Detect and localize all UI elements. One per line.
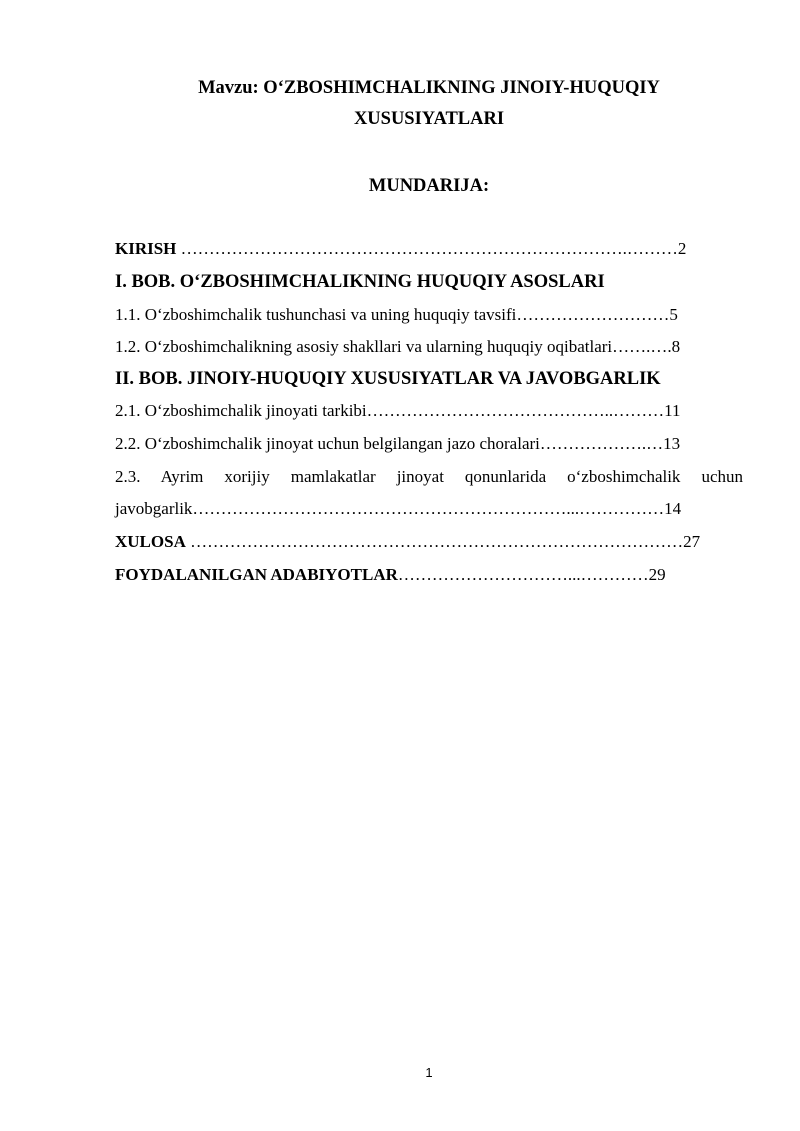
- toc-entry-1-2: [115, 334, 680, 360]
- toc-entry-title: XULOSA: [115, 532, 186, 551]
- toc-leader-dots: ……………….…: [539, 434, 664, 453]
- toc-entry-title: II. BOB. JINOIY-HUQUQIY XUSUSIYATLAR VA JAVOBGARLIK: [115, 369, 661, 389]
- toc-entry-title: javobgarlik: [115, 499, 193, 518]
- toc-page-number: 14: [664, 499, 682, 518]
- toc-entry-title: 2.1. O‘zboshimchalik jinoyati tarkibi: [115, 401, 367, 420]
- toc-leader-dots: …….….: [612, 337, 672, 356]
- toc-entry-title: I. BOB. O‘ZBOSHIMCHALIKNING HUQUQIY ASOSLARI: [115, 272, 605, 292]
- toc-heading: MUNDARIJA:: [368, 176, 490, 196]
- toc-entry-2-1: [115, 398, 681, 424]
- toc-entry-title: FOYDALANILGAN ADABIYOTLAR: [115, 565, 398, 584]
- toc-entry-kirish: [115, 236, 686, 262]
- toc-page-number: 8: [671, 337, 681, 356]
- toc-leader-dots: …………………………………………………………...……………: [192, 499, 665, 518]
- toc-entry-1-1: [115, 302, 678, 328]
- document-title-line-1: Mavzu: O‘ZBOSHIMCHALIKNING JINOIY-HUQUQIY: [198, 78, 660, 98]
- toc-page-number: 29: [648, 565, 666, 584]
- toc-page-number: 27: [683, 532, 701, 551]
- toc-entry-2-3: 2.3. Ayrim xorijiy mamlakatlar jinoyat qonunlarida o‘zboshimchalik uchun: [115, 467, 743, 486]
- toc-leader-dots: …………………………………………………………………….………: [176, 239, 678, 258]
- toc-entry-title: 1.1. O‘zboshimchalik tushunchasi va uning huquqiy tavsifi: [115, 305, 517, 324]
- toc-leader-dots: ……………………………………………………………………………: [185, 532, 684, 551]
- toc-entry-xulosa: [115, 529, 700, 555]
- toc-entry-2-3-continued: [115, 496, 681, 522]
- toc-page-number: 13: [663, 434, 681, 453]
- toc-chapter-2: [115, 366, 661, 392]
- toc-page-number: 5: [669, 305, 678, 324]
- toc-page-number: 2: [677, 239, 687, 258]
- document-title-line-2: XUSUSIYATLARI: [353, 109, 505, 129]
- page-number: 1: [425, 1065, 433, 1080]
- toc-entry-title: 2.2. O‘zboshimchalik jinoyat uchun belgilangan jazo choralari: [115, 434, 540, 453]
- toc-entry-title: 1.2. O‘zboshimchalikning asosiy shakllari va ularning huquqiy oqibatlari: [115, 337, 613, 356]
- toc-entry-title: KIRISH: [115, 239, 177, 258]
- toc-leader-dots: ……………………………………..………: [366, 401, 665, 420]
- toc-leader-dots: ………………………: [516, 305, 670, 324]
- toc-entry-2-2: [115, 431, 680, 457]
- toc-leader-dots: …………………………...…………: [397, 565, 649, 584]
- toc-page-number: 11: [664, 401, 681, 420]
- toc-chapter-1: [115, 269, 605, 295]
- toc-entry-adabiyotlar: [115, 562, 666, 588]
